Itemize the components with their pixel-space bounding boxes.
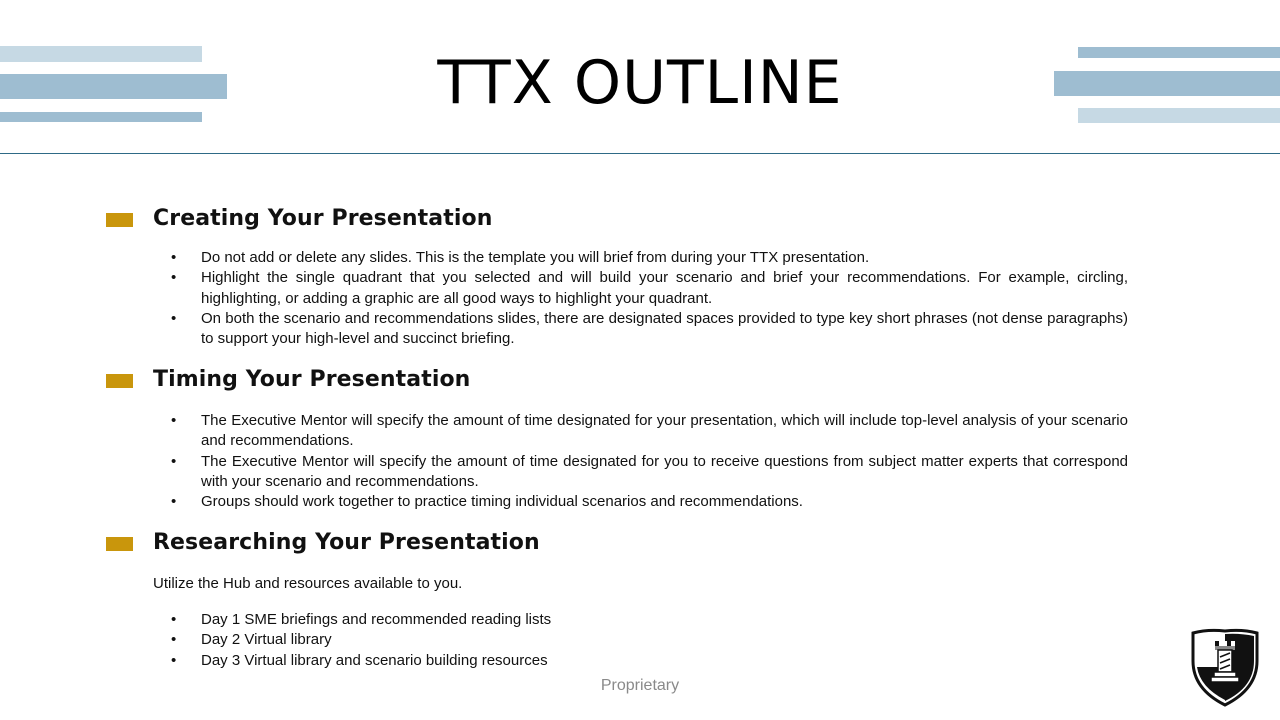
bullet-icon: • — [171, 452, 177, 470]
list-item: • Day 1 SME briefings and recommended reading lists — [171, 610, 1128, 630]
section-marker — [106, 537, 133, 551]
list-item: • Day 3 Virtual library and scenario building resources — [171, 651, 1128, 671]
list-item: • Highlight the single quadrant that you selected and will build your scenario and brief your recommendations. For example, circling, highlighting, or adding a graphic are all good ways to highlight your quadrant. — [171, 269, 1128, 307]
section-intro: Utilize the Hub and resources available to you. — [153, 575, 463, 592]
bullet-icon: • — [171, 651, 177, 669]
list-item: • Do not add or delete any slides. This is the template you will brief from during your TTX presentation. — [171, 248, 1128, 268]
bullet-icon: • — [171, 631, 177, 649]
bullet-icon: • — [171, 249, 177, 266]
header-divider — [0, 153, 1280, 154]
bullet-list — [171, 248, 1128, 349]
section-title: Researching Your Presentation — [153, 530, 540, 555]
section-title: Creating Your Presentation — [153, 206, 493, 231]
section-researching — [106, 530, 1136, 669]
section-marker — [106, 213, 133, 227]
section-timing — [106, 367, 1136, 511]
list-item: • Day 2 Virtual library — [171, 630, 1128, 650]
slide-title: TTX OUTLINE — [437, 48, 843, 118]
bullet-icon: • — [171, 493, 177, 511]
section-header — [106, 206, 1136, 236]
list-item: • Groups should work together to practice timing individual scenarios and recommendations. — [171, 492, 1128, 512]
section-creating — [106, 206, 1136, 348]
section-title: Timing Your Presentation — [153, 367, 471, 392]
bullet-list — [171, 411, 1128, 512]
section-header — [106, 530, 1136, 560]
section-header — [106, 367, 1136, 397]
list-item: • On both the scenario and recommendations slides, there are designated spaces provided to type key short phrases (not dense paragraphs) to support your high-level and succinct briefing. — [171, 309, 1128, 348]
list-item: • The Executive Mentor will specify the amount of time designated for you to receive questions from subject matter experts that correspond with your scenario and recommendations. — [171, 452, 1128, 490]
bullet-icon: • — [171, 611, 177, 628]
bullet-list — [171, 610, 1128, 671]
section-marker — [106, 374, 133, 388]
shield-chess-rook-icon — [1190, 627, 1260, 707]
bullet-icon: • — [171, 309, 177, 327]
bullet-icon: • — [171, 412, 177, 429]
bullet-icon: • — [171, 269, 177, 287]
list-item: • The Executive Mentor will specify the amount of time designated for your presentation, which will include top-level analysis of your scenario and recommendations. — [171, 412, 1128, 450]
footer-proprietary: Proprietary — [600, 677, 680, 694]
